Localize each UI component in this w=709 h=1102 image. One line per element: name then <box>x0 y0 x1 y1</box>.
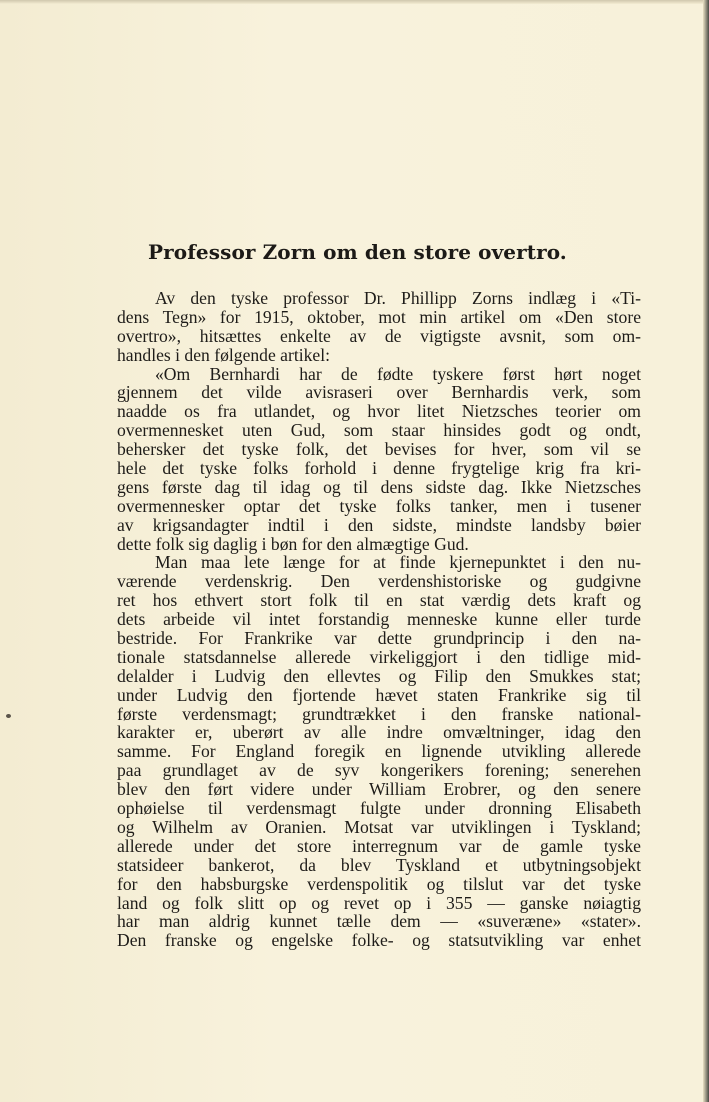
text-line: dens Tegn» for 1915, oktober, mot min artikel om «Den store <box>117 306 641 327</box>
text-line: værende verdenskrig. Den verdenshistoriske og gudgivne <box>117 571 641 592</box>
text-line: behersker det tyske folk, det bevises for hver, som vil se <box>117 439 641 460</box>
text-line: karakter er, uberørt av alle indre omvæltninger, idag den <box>117 722 641 743</box>
text-line: samme. For England foregik en lignende utvikling allerede <box>117 741 641 762</box>
text-line: dette folk sig daglig i bøn for den almægtige Gud. <box>117 533 469 554</box>
article-body <box>117 289 641 950</box>
text-line: delalder i Ludvig den ellevtes og Filip den Smukkes stat; <box>117 665 641 686</box>
text-line: overmennesker optar det tyske folks tanker, men i tusener <box>117 495 641 516</box>
text-line: naadde os fra utlandet, og hvor litet Nietzsches teorier om <box>117 401 641 422</box>
text-line: paa grundlaget av de syv kongerikers forening; senerehen <box>117 760 641 781</box>
text-line: ophøielse til verdensmagt fulgte under dronning Elisabeth <box>117 798 641 819</box>
text-line: land og folk slitt op og revet op i 355 — ganske nøiagtig <box>117 892 641 913</box>
text-line: «Om Bernhardi har de fødte tyskere først hørt noget <box>155 363 641 384</box>
text-line: har man aldrig kunnet tælle dem — «suveræne» «stater». <box>117 911 641 932</box>
page-right-edge-shadow <box>703 0 709 1102</box>
text-line: av krigsandagter indtil i den sidste, mindste landsby bøier <box>117 514 641 535</box>
text-line: handles i den følgende artikel: <box>117 344 331 365</box>
text-line: gens første dag til idag og til dens sidste dag. Ikke Nietzsches <box>117 476 641 497</box>
text-line: overmennesket uten Gud, som staar hinsides godt og ondt, <box>117 420 641 441</box>
text-line: for den habsburgske verdenspolitik og tilslut var det tyske <box>117 873 641 894</box>
text-line: statsideer bankerot, da blev Tyskland et utbytningsobjekt <box>117 854 641 875</box>
text-line: allerede under det store interregnum var de gamle tyske <box>117 835 641 856</box>
text-line: Den franske og engelske folke- og statsutvikling var enhet <box>117 930 641 951</box>
margin-ink-mark <box>6 714 11 718</box>
text-line: tionale statsdannelse allerede virkeliggjort i den tidlige mid- <box>117 646 641 667</box>
text-line: første verdensmagt; grundtrækket i den franske national- <box>117 703 641 724</box>
text-line: Av den tyske professor Dr. Phillipp Zorns indlæg i «Ti- <box>155 288 641 308</box>
text-line: overtro», hitsættes enkelte av de vigtigste avsnit, som om- <box>117 325 641 346</box>
page-top-edge <box>0 0 709 4</box>
text-line: hele det tyske folks forhold i denne frygtelige krig fra kri- <box>117 458 641 479</box>
text-line: under Ludvig den fjortende hævet staten Frankrike sig til <box>117 684 641 705</box>
text-line: bestride. For Frankrike var dette grundprincip i den na- <box>117 628 641 649</box>
article-title: Professor Zorn om den store overtro. <box>148 240 567 264</box>
text-line: blev den ført videre under William Erobrer, og den senere <box>117 779 641 800</box>
text-line: dets arbeide vil intet forstandig menneske kunne eller turde <box>117 609 641 630</box>
text-line: ret hos ethvert stort folk til en stat værdig dets kraft og <box>117 590 641 611</box>
text-line: og Wilhelm av Oranien. Motsat var utviklingen i Tyskland; <box>117 816 641 837</box>
text-line: Man maa lete længe for at finde kjernepunktet i den nu- <box>155 552 641 573</box>
text-line: gjennem det vilde avisraseri over Bernhardis verk, som <box>117 382 641 403</box>
